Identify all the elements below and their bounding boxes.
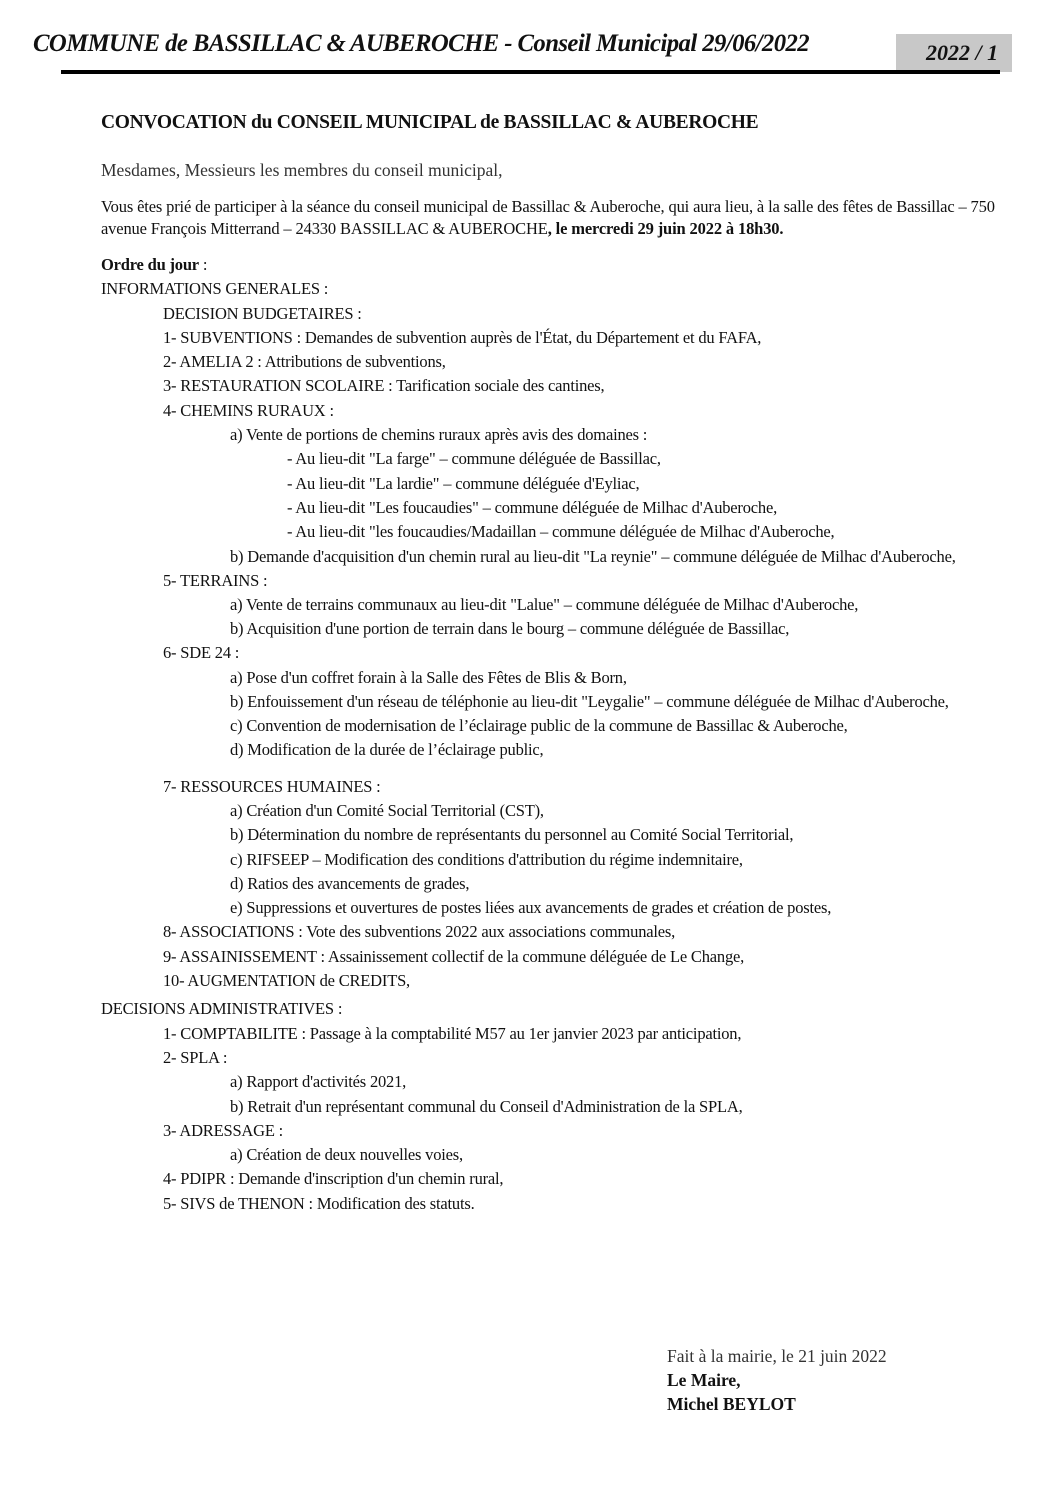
agenda-item: 4- CHEMINS RURAUX : <box>163 400 334 420</box>
agenda-subsubitem: - Au lieu-dit "les foucaudies/Madaillan – commune déléguée de Milhac d'Auberoche, <box>287 522 835 542</box>
agenda-item: 7- RESSOURCES HUMAINES : <box>163 776 381 796</box>
signature-name: Michel BEYLOT <box>667 1394 796 1414</box>
agenda-label-suffix: : <box>198 255 208 274</box>
spacer <box>101 763 1021 775</box>
agenda-item: 3- RESTAURATION SCOLAIRE : Tarification sociale des cantines, <box>163 376 605 396</box>
agenda-subsubitem: - Au lieu-dit "Les foucaudies" – commune déléguée de Milhac d'Auberoche, <box>287 497 778 517</box>
header-title: COMMUNE de BASSILLAC & AUBEROCHE - Conseil Municipal 29/06/2022 <box>33 28 810 57</box>
document-title: CONVOCATION du CONSEIL MUNICIPAL de BASSILLAC & AUBEROCHE <box>101 112 759 133</box>
agenda-subitem: d) Modification de la durée de l’éclairage public, <box>230 740 544 760</box>
agenda <box>101 253 1021 1216</box>
agenda-item: 3- ADRESSAGE : <box>163 1120 284 1140</box>
agenda-item: 1- COMPTABILITE : Passage à la comptabilité M57 au 1er janvier 2023 par anticipation, <box>163 1023 742 1043</box>
agenda-item: 6- SDE 24 : <box>163 643 240 663</box>
agenda-subitem: a) Création de deux nouvelles voies, <box>230 1145 463 1165</box>
agenda-item: 8- ASSOCIATIONS : Vote des subventions 2022 aux associations communales, <box>163 922 676 942</box>
salutation: Mesdames, Messieurs les membres du conseil municipal, <box>101 160 503 180</box>
agenda-item: 5- TERRAINS : <box>163 570 268 590</box>
agenda-subitem: b) Détermination du nombre de représentants du personnel au Comité Social Territorial, <box>230 825 794 845</box>
agenda-subsubitem: - Au lieu-dit "La farge" – commune déléguée de Bassillac, <box>287 449 661 469</box>
signature-role: Le Maire, <box>667 1370 741 1390</box>
agenda-subitem: b) Acquisition d'une portion de terrain dans le bourg – commune déléguée de Bassillac, <box>230 619 790 639</box>
agenda-item: 4- PDIPR : Demande d'inscription d'un chemin rural, <box>163 1169 504 1189</box>
agenda-subitem: b) Demande d'acquisition d'un chemin rural au lieu-dit "La reynie" – commune déléguée de Milhac d'Auberoche, <box>230 546 956 566</box>
agenda-label: Ordre du jour <box>101 255 199 274</box>
signature-block <box>667 1344 887 1416</box>
page-reference-badge: 2022 / 1 <box>896 34 1012 72</box>
agenda-subitem: d) Ratios des avancements de grades, <box>230 873 470 893</box>
agenda-subitem: a) Rapport d'activités 2021, <box>230 1072 407 1092</box>
section-heading-admin: DECISIONS ADMINISTRATIVES : <box>101 999 343 1019</box>
agenda-subitem: c) Convention de modernisation de l’éclairage public de la commune de Bassillac & Auberoche, <box>230 716 848 736</box>
agenda-item: 2- SPLA : <box>163 1047 228 1067</box>
agenda-subitem: a) Vente de terrains communaux au lieu-dit "Lalue" – commune déléguée de Milhac d'Auberoche, <box>230 594 859 614</box>
agenda-item: 10- AUGMENTATION de CREDITS, <box>163 971 410 991</box>
agenda-item: 5- SIVS de THENON : Modification des statuts. <box>163 1193 475 1213</box>
agenda-subitem: b) Retrait d'un représentant communal du Conseil d'Administration de la SPLA, <box>230 1096 743 1116</box>
agenda-heading <box>101 253 1021 277</box>
agenda-subitem: a) Vente de portions de chemins ruraux après avis des domaines : <box>230 425 648 445</box>
agenda-item: 2- AMELIA 2 : Attributions de subventions, <box>163 352 446 372</box>
agenda-subsubitem: - Au lieu-dit "La lardie" – commune déléguée d'Eyliac, <box>287 473 640 493</box>
intro-paragraph <box>101 196 1016 240</box>
agenda-subitem: b) Enfouissement d'un réseau de téléphonie au lieu-dit "Leygalie" – commune déléguée de Milhac d'Auberoche, <box>230 692 949 712</box>
agenda-item: 9- ASSAINISSEMENT : Assainissement collectif de la commune déléguée de Le Change, <box>163 946 745 966</box>
meeting-date-time: , le mercredi 29 juin 2022 à 18h30. <box>547 219 784 238</box>
agenda-subitem: c) RIFSEEP – Modification des conditions d'attribution du régime indemnitaire, <box>230 849 743 869</box>
header-divider <box>61 70 1000 74</box>
intro-text: Vous êtes prié de participer à la séance du conseil municipal de Bassillac & Auberoche, qui aura lieu, à la salle des fêtes de Bassillac – 750 avenue François Mitterrand – 24330 BASSILLAC & AUBEROCHE <box>101 197 995 238</box>
agenda-subitem: a) Pose d'un coffret forain à la Salle des Fêtes de Blis & Born, <box>230 667 627 687</box>
section-heading-info: INFORMATIONS GENERALES : <box>101 279 329 299</box>
document-body <box>101 110 1021 1216</box>
agenda-subitem: a) Création d'un Comité Social Territorial (CST), <box>230 800 544 820</box>
signature-place-date: Fait à la mairie, le 21 juin 2022 <box>667 1346 887 1366</box>
agenda-subitem: e) Suppressions et ouvertures de postes liées aux avancements de grades et création de postes, <box>230 898 832 918</box>
agenda-item: 1- SUBVENTIONS : Demandes de subvention auprès de l'État, du Département et du FAFA, <box>163 327 762 347</box>
sub-heading-budget: DECISION BUDGETAIRES : <box>163 303 362 323</box>
